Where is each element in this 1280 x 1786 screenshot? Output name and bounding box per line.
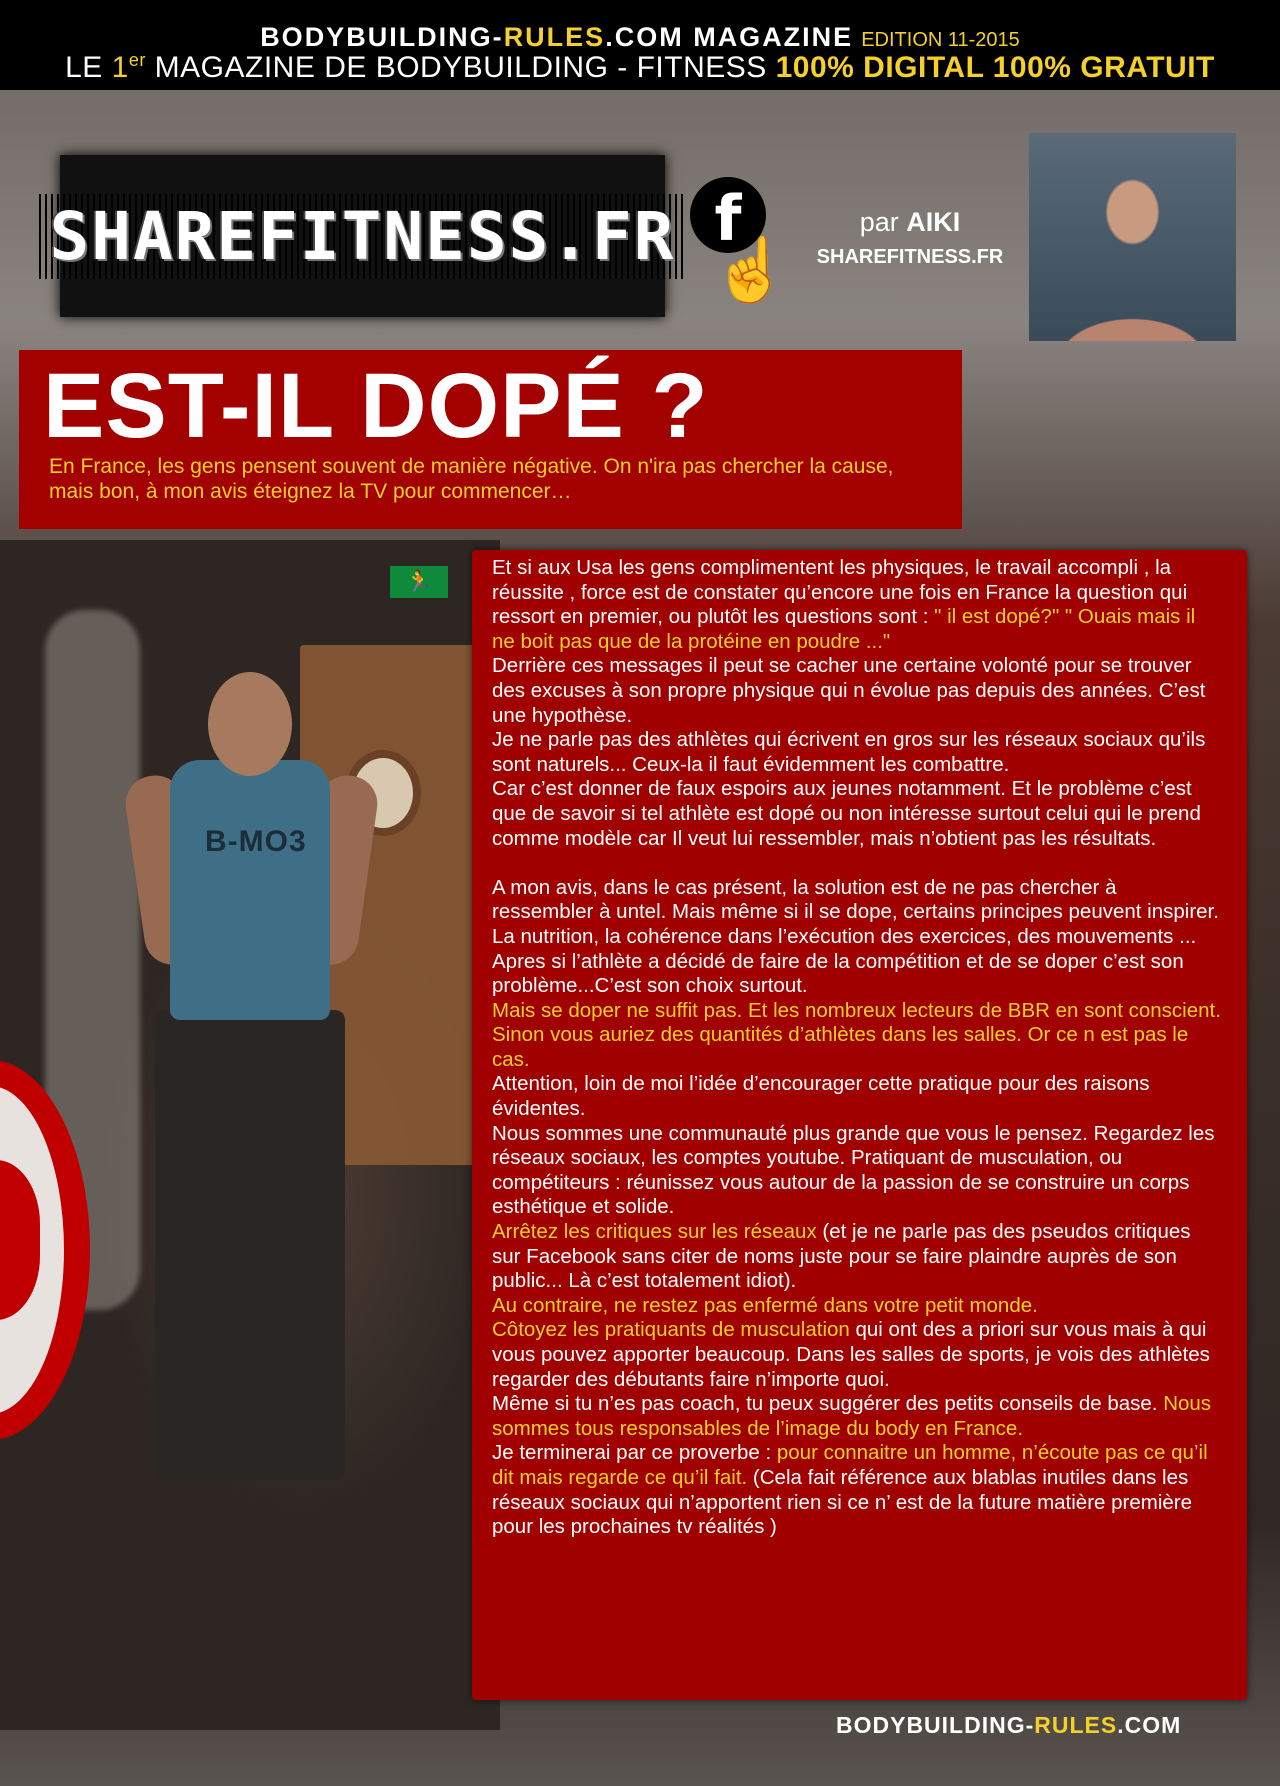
- logo-text: SHAREFITNESS.FR: [39, 194, 685, 279]
- paragraph: Apres si l’athlète a décidé de faire de la compétition et de se doper c’est son problème...C’est son choix surtout.: [492, 949, 1184, 998]
- pointer-hand-icon: ☝: [712, 236, 790, 305]
- paragraph-gap: [492, 851, 1222, 876]
- gym-selfie-photo: [0, 540, 500, 1730]
- banner-tagline: [0, 50, 1280, 85]
- paragraph: Nous sommes une communauté plus grande que vous le pensez. Regardez les réseaux sociaux, les comptes youtube. Pratiquant de musculation, ou compétiteurs : réunissez vous autour de la passion de se construire un corps esthétique et solide.: [492, 1121, 1215, 1219]
- title-box: [19, 350, 962, 529]
- highlight-text: Nous sommes tous responsables de l’image du body en France.: [492, 1392, 1212, 1440]
- exit-sign-icon: 🏃: [390, 566, 448, 598]
- paragraph-text: Même si tu n’es pas coach, tu peux suggérer des petits conseils de base.: [492, 1392, 1164, 1416]
- article-subtitle: En France, les gens pensent souvent de manière négative. On n'ira pas chercher la cause, mais bon, à mon avis éteignez la TV pour commencer…: [49, 455, 894, 503]
- paragraph-text: (et je ne parle pas des pseudos critiques sur Facebook sans citer de noms juste pour se faire plaindre auprès de son public... Là c’est totalement idiot).: [492, 1220, 1191, 1293]
- article-box: [472, 550, 1247, 1700]
- by-prefix: par: [859, 207, 907, 237]
- athlete-head: [208, 672, 292, 776]
- highlight-text: Arrêtez les critiques sur les réseaux: [492, 1220, 817, 1244]
- sharefitness-logo[interactable]: [49, 155, 676, 317]
- tank-top-print: B-MO3: [205, 825, 307, 858]
- paragraph: A mon avis, dans le cas présent, la solution est de ne pas chercher à ressembler à untel. Mais même si il se dope, certains principes peuvent inspirer. La nutrition, la cohérence dans l’exécution des exercices, des mouvements ...: [492, 875, 1219, 948]
- footer-part: .COM: [1117, 1712, 1182, 1738]
- paragraph: [492, 556, 1222, 654]
- highlight-quote: " il est dopé?" " Ouais mais il ne boit pas que de la protéine en poudre ...": [492, 605, 1196, 653]
- magazine-banner: [0, 0, 1280, 90]
- tagline-highlight: 100% DIGITAL 100% GRATUIT: [775, 51, 1215, 84]
- paragraph-text: (Cela fait référence aux blablas inutiles dans les réseaux sociaux qui n’apportent rien si ce n’ est de la future matière première pour les prochaines tv réalités ): [492, 1465, 1193, 1539]
- footer-highlight: RULES: [1034, 1712, 1118, 1738]
- paragraph: Derrière ces messages il peut se cacher une certaine volonté pour se trouver des excuses à son propre physique qui n évolue pas depuis des années. C’est une hypothèse.: [492, 654, 1206, 727]
- highlight-proverb: pour connaitre un homme, n’écoute pas ce qu’il dit mais regarde ce qu’il fait.: [492, 1441, 1208, 1489]
- tagline-part: MAGAZINE DE BODYBUILDING - FITNESS: [145, 51, 776, 84]
- paragraph: Attention, loin de moi l’idée d’encourager cette pratique pour des raisons évidentes.: [492, 1072, 1150, 1121]
- banner-title-part: .COM MAGAZINE: [605, 22, 854, 52]
- paragraph-text: qui ont des a priori sur vous mais à qui vous pouvez apporter beaucoup. Dans les salles de sports, je vois des athlètes regarder des débutants faire n’importe quoi.: [492, 1318, 1210, 1391]
- highlight-paragraph: Au contraire, ne restez pas enfermé dans votre petit monde.: [492, 1293, 1038, 1317]
- paragraph-text: Et si aux Usa les gens complimentent les physiques, le travail accompli , la réussite , force est de constater qu’encore une fois en France la question qui ressort en premier, ou plutôt les questions sont :: [492, 556, 1188, 629]
- author-line: [805, 207, 1015, 238]
- paragraph: Je ne parle pas des athlètes qui écrivent en gros sur les réseaux sociaux qu’ils sont naturels... Ceux-la il faut évidemment les combattre.: [492, 728, 1206, 776]
- article-body: [492, 556, 1222, 1540]
- athlete-torso: [170, 760, 330, 1020]
- author-byline: [805, 207, 1015, 269]
- tagline-part: LE: [65, 51, 112, 84]
- banner-title: [0, 22, 1280, 53]
- paragraph: [492, 1318, 1222, 1392]
- highlight-paragraph: Mais se doper ne suffit pas. Et les nombreux lecteurs de BBR en sont conscient. Sinon vous auriez des quantités d’athlètes dans les salles. Or ce n est pas le cas.: [492, 998, 1221, 1071]
- author-site: SHAREFITNESS.FR: [816, 246, 1004, 268]
- banner-title-highlight: RULES: [503, 22, 606, 52]
- banner-edition: EDITION 11-2015: [861, 29, 1020, 51]
- paragraph: Car c’est donner de faux espoirs aux jeunes notamment. Et le problème c’est que de savoir si tel athlète est dopé ou non intéresse surtout celui qui le prend comme modèle car Il veut lui ressembler, mais n’obtient pas les résultats.: [492, 777, 1201, 850]
- footer-part: BODYBUILDING-: [836, 1712, 1035, 1738]
- article-title: EST-IL DOPÉ ?: [43, 355, 709, 457]
- banner-title-part: BODYBUILDING-: [260, 22, 504, 52]
- facebook-icon[interactable]: f: [690, 177, 766, 253]
- athlete-legs: [155, 1010, 345, 1480]
- paragraph: [492, 1220, 1222, 1294]
- paragraph: [492, 1441, 1222, 1539]
- tagline-number: 1: [111, 51, 129, 84]
- author-portrait: [1029, 133, 1236, 341]
- author-name: AIKI: [906, 207, 961, 237]
- highlight-text: Côtoyez les pratiquants de musculation: [492, 1318, 850, 1342]
- footer-site-link[interactable]: [836, 1712, 1181, 1739]
- tagline-superscript: er: [128, 50, 146, 70]
- paragraph-text: Je terminerai par ce proverbe :: [492, 1441, 777, 1465]
- paragraph: [492, 1392, 1222, 1441]
